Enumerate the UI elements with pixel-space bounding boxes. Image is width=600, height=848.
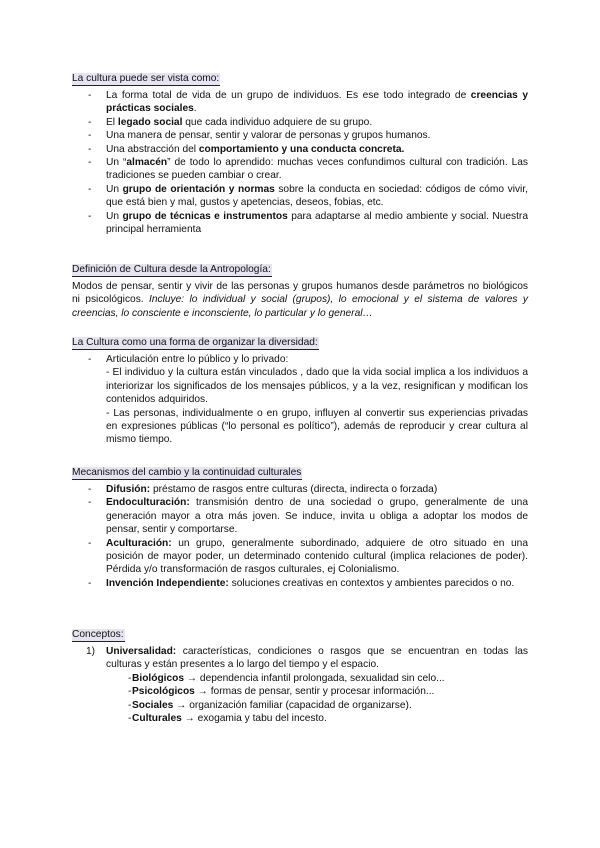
section-heading: La Cultura como una forma de organizar la diversidad: xyxy=(72,337,318,348)
list-item: - Un grupo de técnicas e instrumentos para adaptarse al medio ambiente y social. Nuestra principal herramienta xyxy=(72,210,528,237)
diversity-list xyxy=(72,353,528,366)
list-item: - Un grupo de orientación y normas sobre la conducta en sociedad: códigos de cómo vivir, que está bien y mal, gustos y apetencias, deseos, fobias, etc. xyxy=(72,183,528,210)
list-item: - Un “almacén” de todo lo aprendido: muchas veces confundimos cultural con tradición. Las tradiciones se pueden cambiar o crear. xyxy=(72,156,528,183)
list-item: - Invención Independiente: soluciones creativas en contextos y ambientes parecidos o no. xyxy=(72,577,528,590)
culture-views-list xyxy=(72,89,528,236)
sub-paragraph: - Las personas, individualmente o en grupo, influyen al convertir sus experiencias privadas en expresiones públicas (“lo personal es político”), además de reproducir y crear cultura al mismo tiempo. xyxy=(106,407,528,446)
list-number: 1) xyxy=(86,646,96,657)
list-item: - Endoculturación: transmisión dentro de una sociedad o grupo, generalmente de una generación mayor a otra más joven. Se induce, invita u obliga a adoptar los modos de pensar, sentir y comportarse. xyxy=(72,496,528,536)
section-diversity xyxy=(72,336,528,447)
section-culture-views xyxy=(72,72,528,236)
list-item: - Sociales → organización familiar (capacidad de organizarse). xyxy=(106,699,528,712)
list-item: - El legado social que cada individuo adquiere de su grupo. xyxy=(72,116,528,129)
section-heading: Conceptos: xyxy=(72,629,124,640)
concepts-list xyxy=(72,645,528,672)
section-heading: Mecanismos del cambio y la continuidad culturales xyxy=(72,467,302,478)
section-mechanisms xyxy=(72,466,528,590)
list-item: - Psicológicos → formas de pensar, sentir y procesar información... xyxy=(106,685,528,698)
sub-paragraph: - El individuo y la cultura están vinculados , dado que la vida social implica a los individuos a interiorizar los significados de los mensajes públicos, y a la vez, resignifican y modifican los contenidos adquiridos. xyxy=(106,367,528,406)
list-item: - Biológicos → dependencia infantil prolongada, sexualidad sin celo... xyxy=(106,672,528,685)
list-item: - Culturales → exogamia y tabu del incesto. xyxy=(106,712,528,725)
mechanisms-list xyxy=(72,483,528,590)
definition-paragraph: Modos de pensar, sentir y vivir de las personas y grupos humanos desde parámetros no biológicos ni psicológicos. Incluye: lo individual y social (grupos), lo emocional y el sistema de valores y creencias, lo consciente e inconsciente, lo particular y lo general… xyxy=(72,281,528,319)
list-item: - Aculturación: un grupo, generalmente subordinado, adquiere de otro situado en una posición de mayor poder, un determinado contenido cultural (implica relaciones de poder). Pérdida y/o transformación de rasgos culturales, ej Colonialismo. xyxy=(72,537,528,577)
list-item: - Una manera de pensar, sentir y valorar de personas y grupos humanos. xyxy=(72,129,528,142)
list-item: - Articulación entre lo público y lo privado: xyxy=(72,353,528,366)
section-heading: La cultura puede ser vista como: xyxy=(72,73,220,84)
universality-sublist xyxy=(106,672,528,726)
list-item: 1) Universalidad: características, condiciones o rasgos que se encuentran en todas las culturas y están presentes a lo largo del tiempo y el espacio. xyxy=(86,646,528,671)
section-heading: Definición de Cultura desde la Antropología: xyxy=(72,264,271,275)
list-item: - Una abstracción del comportamiento y una conducta concreta. xyxy=(72,143,528,156)
list-item: - La forma total de vida de un grupo de individuos. Es ese todo integrado de creencias y prácticas sociales. xyxy=(72,89,528,116)
section-anthropology-definition xyxy=(72,263,528,320)
list-item: - Difusión: préstamo de rasgos entre culturas (directa, indirecta o forzada) xyxy=(72,483,528,496)
section-concepts xyxy=(72,628,528,725)
